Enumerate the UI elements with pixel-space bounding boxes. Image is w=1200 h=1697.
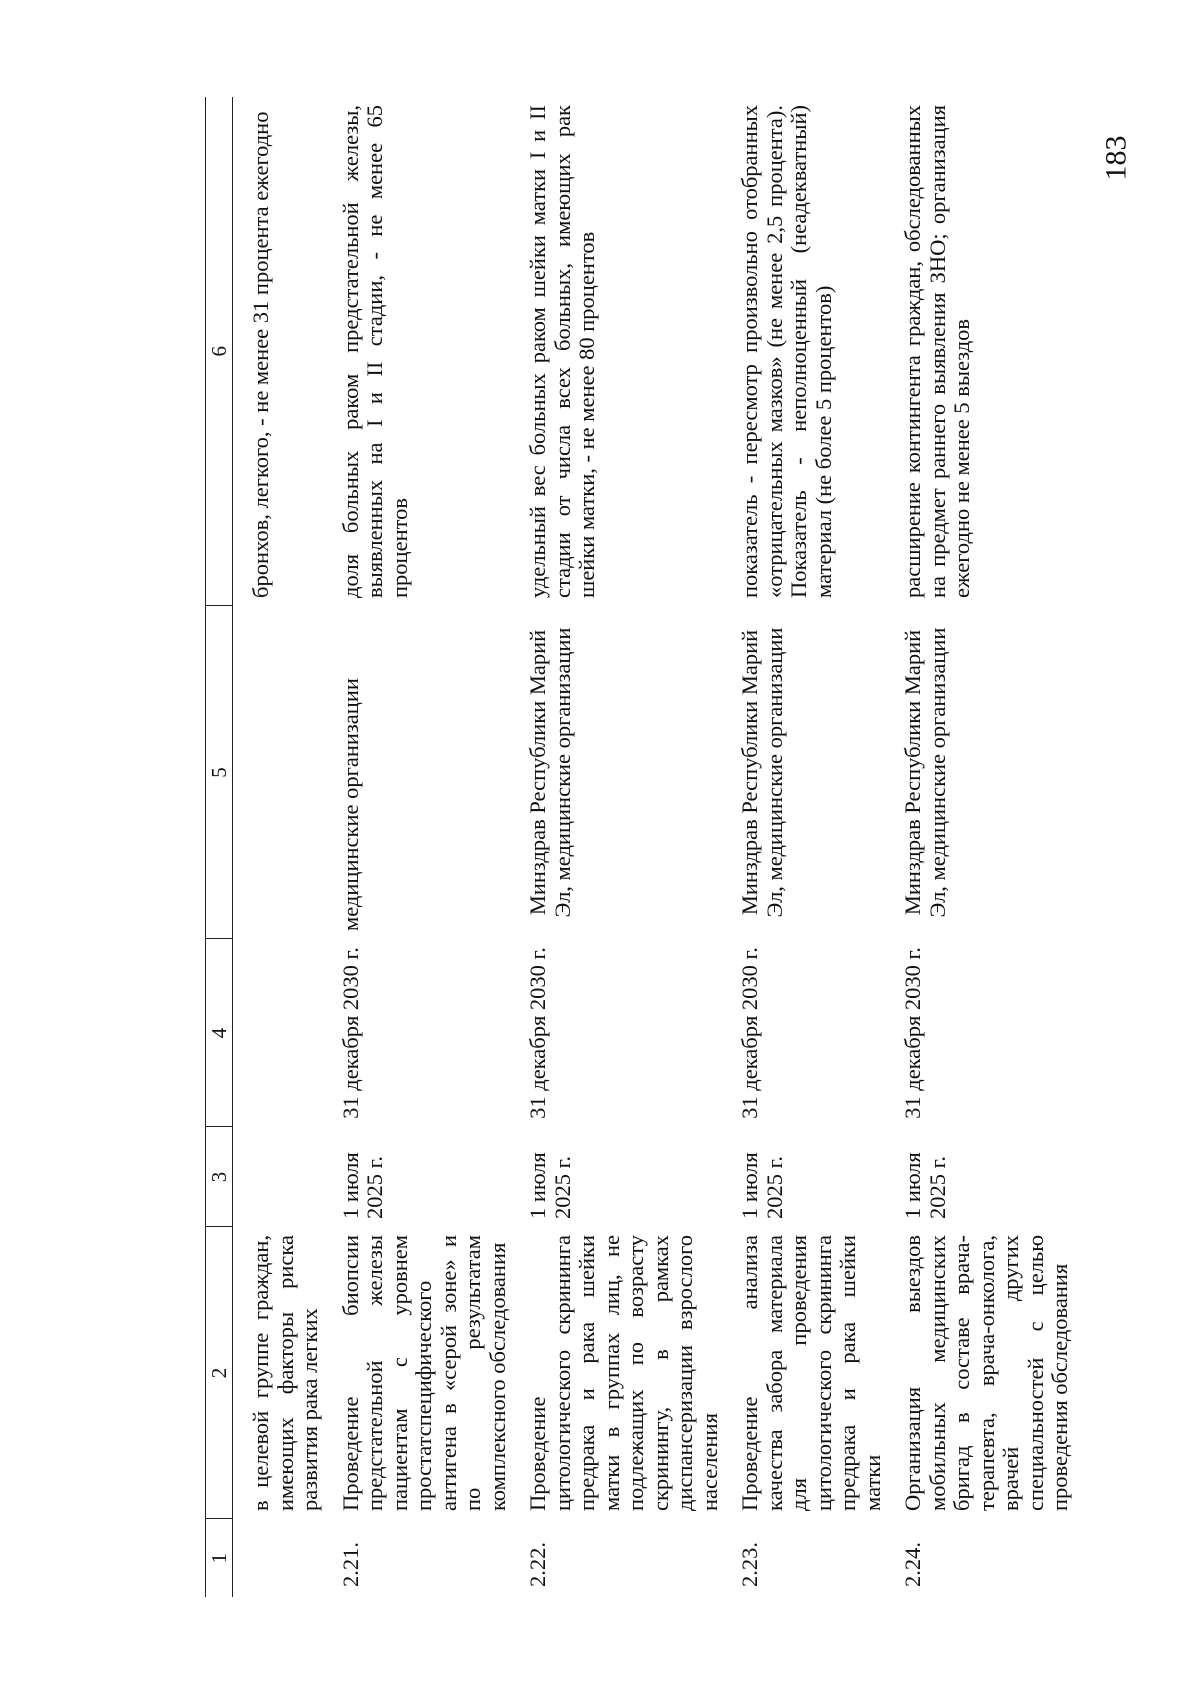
table-row [510, 97, 722, 1597]
row-end: 31 декабря 2030 г. [525, 947, 550, 1119]
row-number [233, 1519, 323, 1597]
row-start: 1 июля 2025 г. [337, 1152, 387, 1219]
row-result: расширение контингента граждан, обследованных на предмет раннего выявления ЗНО; организация ежегодно не менее 5 выездов [900, 105, 974, 598]
page-number-text: 183 [1099, 135, 1132, 181]
row-action: Проведение биопсии предстательной железы пациентам с уровнем простатспецифического антигена в «серой зоне» и по результатам комплексного обследования [337, 1235, 510, 1511]
row-executor: Минздрав Республики Марий Эл, медицинские организации [900, 627, 950, 918]
row-executor: Минздрав Республики Марий Эл, медицинские организации [525, 627, 575, 918]
rotated-table-container [205, 97, 1200, 1597]
row-action: в целевой группе граждан, имеющих факторы риска развития рака легких [248, 1235, 322, 1511]
row-action: Проведение анализа качества забора материала для проведения цитологического скрининга предрака и рака шейки матки [737, 1235, 885, 1511]
table-row [885, 97, 1073, 1597]
header-col-2: 2 [206, 1227, 233, 1519]
row-executor: медицинские организации [337, 678, 363, 931]
row-start [233, 1127, 323, 1227]
row-start: 1 июля 2025 г. [525, 1152, 575, 1219]
row-executor [233, 606, 323, 939]
row-end: 31 декабря 2030 г. [900, 947, 925, 1119]
row-number: 2.24. [900, 1542, 925, 1587]
row-end: 31 декабря 2030 г. [337, 947, 363, 1119]
row-number: 2.23. [737, 1542, 762, 1587]
plan-table [205, 97, 1073, 1597]
row-result: удельный вес больных раком шейки матки I и II стадии от числа всех больных, имеющих рак шейки матки, - не менее 80 процентов [525, 105, 599, 598]
header-col-4: 4 [206, 939, 233, 1127]
row-result: доля больных раком предстательной железы, выявленных на I и II стадии, - не менее 65 процентов [337, 105, 412, 598]
row-start: 1 июля 2025 г. [900, 1152, 950, 1219]
row-result: показатель - пересмотр произвольно отобранных «отрицательных мазков» (не менее 2,5 процента). Показатель - неполноценный (неадекватный) материал (не более 5 процентов) [737, 105, 836, 598]
table-header [206, 97, 233, 1597]
row-result: бронхов, легкого, - не менее 31 процента ежегодно [248, 111, 273, 598]
table-row [233, 97, 323, 1597]
row-end [233, 939, 323, 1127]
row-number: 2.21. [337, 1542, 363, 1587]
row-action: Проведение цитологического скрининга предрака и рака шейки матки в группах лиц, не подлежащих по возрасту скринингу, в рамках диспансеризации взрослого населения [525, 1235, 722, 1511]
table-row [722, 97, 885, 1597]
header-col-6: 6 [206, 97, 233, 606]
header-col-5: 5 [206, 606, 233, 939]
row-end: 31 декабря 2030 г. [737, 947, 762, 1119]
header-col-1: 1 [206, 1519, 233, 1597]
row-start: 1 июля 2025 г. [737, 1152, 787, 1219]
header-col-3: 3 [206, 1127, 233, 1227]
row-number: 2.22. [525, 1542, 550, 1587]
table-row [323, 97, 511, 1597]
row-action: Организация выездов мобильных медицинских бригад в составе врача-терапевта, врача-онколога, врачей других специальностей с целью проведения обследования [900, 1235, 1072, 1511]
row-executor: Минздрав Республики Марий Эл, медицинские организации [737, 627, 787, 918]
